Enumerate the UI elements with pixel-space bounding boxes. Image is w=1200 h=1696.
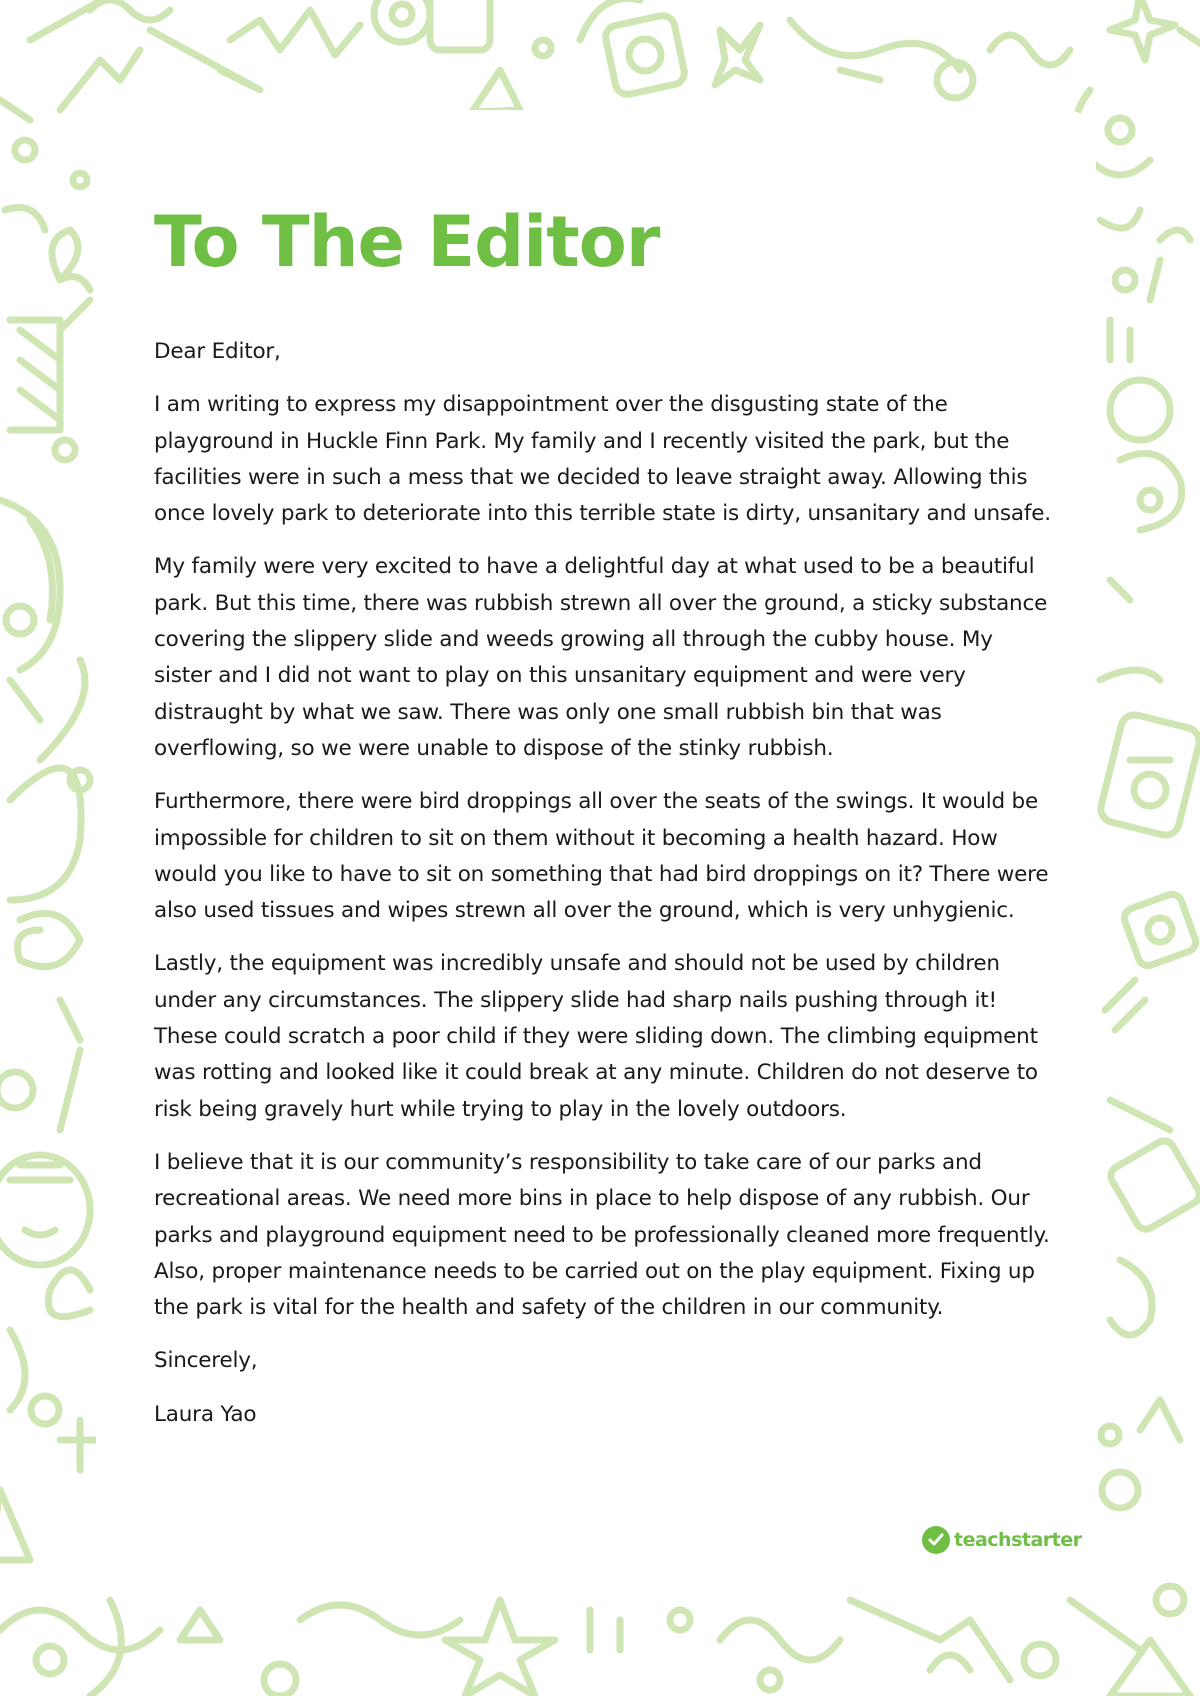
signature: Laura Yao [154, 1401, 257, 1427]
paragraph-1: I am writing to express my disappointment over the disgusting state of the playground in Huckle Finn Park. My family and I recently visited the park, but the facilities were in such a mess that we decided to leave straight away. Allowing this once lovely park to deteriorate into this terrible state is dirty, unsanitary and unsafe. [154, 392, 1051, 527]
page-title: To The Editor [154, 201, 660, 283]
closing: Sincerely, [154, 1348, 258, 1374]
brand-logo [922, 1526, 1082, 1554]
teachstarter-logo-icon [922, 1526, 950, 1554]
letter-content [154, 200, 1054, 1450]
salutation: Dear Editor, [154, 339, 281, 364]
paragraph-3: Furthermore, there were bird droppings all over the seats of the swings. It would be impossible for children to sit on them without it becoming a health hazard. How would you like to have to sit on something that had bird droppings on it? There were also used tissues and wipes strewn all over the ground, which is very unhygienic. [154, 789, 1049, 924]
paragraph-4: Lastly, the equipment was incredibly unsafe and should not be used by children under any circumstances. The slippery slide had sharp nails pushing through it! These could scratch a poor child if they were sliding down. The climbing equipment was rotting and looked like it could break at any minute. Children do not deserve to risk being gravely hurt while trying to play in the lovely outdoors. [154, 951, 1038, 1122]
paragraph-5: I believe that it is our community’s responsibility to take care of our parks and recreational areas. We need more bins in place to help dispose of any rubbish. Our parks and playground equipment need to be professionally cleaned more frequently. Also, proper maintenance needs to be carried out on the play equipment. Fixing up the park is vital for the health and safety of the children in our community. [154, 1149, 1050, 1321]
paragraph-2: My family were very excited to have a delightful day at what used to be a beautiful park. But this time, there was rubbish strewn all over the ground, a sticky substance covering the slippery slide and weeds growing all through the cubby house. My sister and I did not want to play on this unsanitary equipment and were very distraught by what we saw. There was only one small rubbish bin that was overflowing, so we were unable to dispose of the stinky rubbish. [154, 554, 1048, 761]
letter-body [154, 334, 1054, 1433]
brand-name: teachstarter [954, 1529, 1082, 1551]
